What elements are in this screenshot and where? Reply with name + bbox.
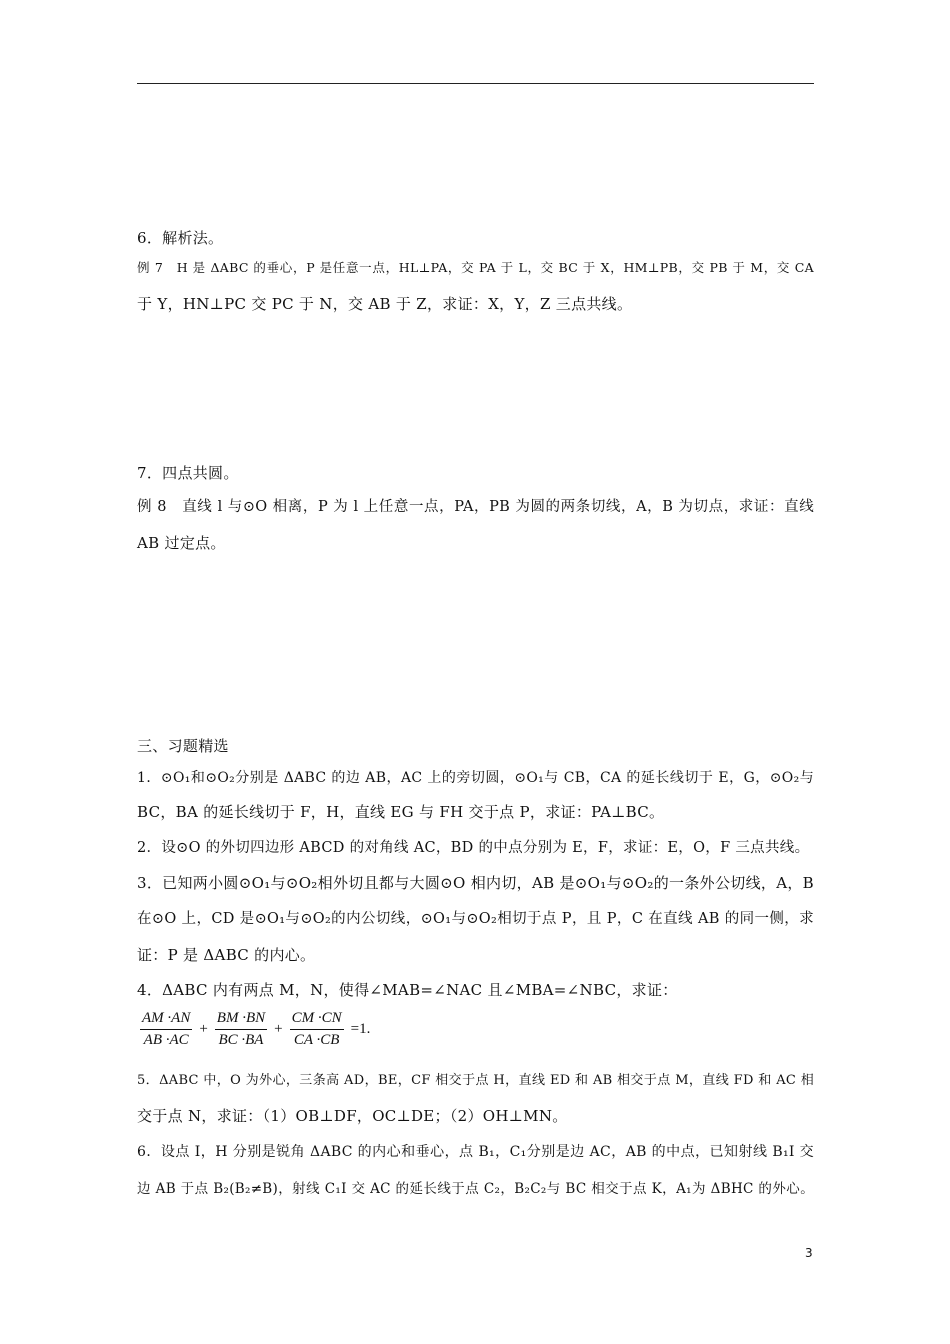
plus-sign: +: [199, 1021, 208, 1037]
fraction-3: [290, 1010, 344, 1049]
fraction-2: [215, 1010, 267, 1049]
exercise-4-line-1: 4．ΔABC 内有两点 M，N，使得∠MAB=∠NAC 且∠MBA=∠NBC，求证：: [137, 981, 678, 999]
formula-result: =1.: [350, 1021, 371, 1037]
example-7-line-1: 例 7 H 是 ΔABC 的垂心，P 是任意一点，HL⊥PA，交 PA 于 L，交 BC 于 X，HM⊥PB，交 PB 于 M，交 CA: [137, 260, 814, 275]
exercise-4-formula: [137, 1010, 370, 1049]
section-heading-6: 6．解析法。: [137, 229, 224, 247]
example-8-line-2: AB 过定点。: [137, 534, 226, 552]
exercise-3-line-3: 证：P 是 ΔABC 的内心。: [137, 946, 316, 964]
fraction-3-denominator: CA ·CB: [293, 1032, 340, 1048]
exercise-1-line-1: 1．⊙O₁和⊙O₂分别是 ΔABC 的边 AB，AC 上的旁切圆，⊙O₁与 CB，CA 的延长线切于 E，G，⊙O₂与: [137, 770, 814, 786]
exercise-2: 2．设⊙O 的外切四边形 ABCD 的对角线 AC，BD 的中点分别为 E，F，求证：E，O，F 三点共线。: [137, 840, 810, 856]
fraction-2-numerator: BM ·BN: [215, 1010, 267, 1030]
exercise-1-line-2: BC，BA 的延长线切于 F，H，直线 EG 与 FH 交于点 P，求证：PA⊥BC。: [137, 803, 665, 821]
section-heading-exercises: 三、习题精选: [137, 737, 229, 755]
example-8-line-1: 例 8 直线 l 与⊙O 相离，P 为 l 上任意一点，PA，PB 为圆的两条切线，A，B 为切点，求证：直线: [137, 499, 814, 515]
exercise-3-line-2: 在⊙O 上，CD 是⊙O₁与⊙O₂的内公切线，⊙O₁与⊙O₂相切于点 P，且 P，C 在直线 AB 的同一侧，求: [137, 911, 814, 927]
section-heading-7: 7．四点共圆。: [137, 464, 239, 482]
exercise-6-line-1: 6．设点 I，H 分别是锐角 ΔABC 的内心和垂心，点 B₁，C₁分别是边 AC，AB 的中点，已知射线 B₁I 交: [137, 1144, 814, 1160]
fraction-3-numerator: CM ·CN: [290, 1010, 344, 1030]
page-number: 3: [805, 1246, 813, 1260]
exercise-5-line-1: 5．ΔABC 中，O 为外心，三条高 AD，BE，CF 相交于点 H，直线 ED 和 AB 相交于点 M，直线 FD 和 AC 相: [137, 1073, 814, 1088]
exercise-6-line-2: 边 AB 于点 B₂(B₂≠B)，射线 C₁I 交 AC 的延长线于点 C₂，B₂C₂与 BC 相交于点 K，A₁为 ΔBHC 的外心。: [137, 1181, 814, 1197]
plus-sign: +: [274, 1021, 283, 1037]
exercise-3-line-1: 3．已知两小圆⊙O₁与⊙O₂相外切且都与大圆⊙O 相内切，AB 是⊙O₁与⊙O₂的一条外公切线，A，B: [137, 874, 814, 892]
fraction-1: [140, 1010, 192, 1049]
exercise-5-line-2: 交于点 N，求证：（1）OB⊥DF，OC⊥DE；（2）OH⊥MN。: [137, 1107, 568, 1125]
header-rule: [137, 83, 814, 84]
fraction-1-denominator: AB ·AC: [143, 1032, 189, 1048]
fraction-2-denominator: BC ·BA: [218, 1032, 264, 1048]
fraction-1-numerator: AM ·AN: [140, 1010, 192, 1030]
example-7-line-2: 于 Y，HN⊥PC 交 PC 于 N，交 AB 于 Z，求证：X，Y，Z 三点共线。: [137, 295, 633, 313]
